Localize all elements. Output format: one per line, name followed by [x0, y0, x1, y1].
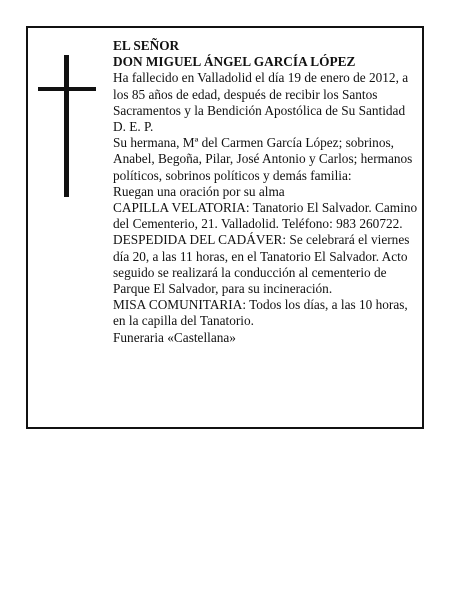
rip-line: D. E. P. [113, 119, 154, 135]
mass-info: MISA COMUNITARIA: Todos los días, a las 10 horas, en la capilla del Tanatorio. [113, 297, 408, 329]
deceased-title: EL SEÑOR [113, 38, 180, 53]
funeral-home: Funeraria «Castellana» [113, 329, 236, 345]
chapel-info: CAPILLA VELATORIA: Tanatorio El Salvador. Camino del Cementerio, 21. Valladolid. Teléfono: 983 260722. [113, 200, 418, 232]
farewell-info: DESPEDIDA DEL CADÁVER: Se celebrará el viernes día 20, a las 11 horas, en el Tanatorio El Salvador. Acto seguido se realizará la conducción al cementerio de Parque El Salvador, para su incineración. [113, 232, 410, 297]
cross-horizontal-bar [38, 87, 96, 91]
family-list: Su hermana, Mª del Carmen García López; sobrinos, Anabel, Begoña, Pilar, José Antonio y Carlos; hermanos políticos, sobrinos políticos y demás familia: [113, 135, 413, 183]
obituary-text [113, 38, 421, 346]
cross-vertical-bar [64, 55, 69, 197]
death-announcement: Ha fallecido en Valladolid el día 19 de enero de 2012, a los 85 años de edad, después de recibir los Santos Sacramentos y la Bendición Apostólica de Su Santidad [113, 70, 409, 118]
deceased-name: DON MIGUEL ÁNGEL GARCÍA LÓPEZ [113, 54, 356, 70]
cross-icon [38, 55, 96, 197]
prayer-request: Ruegan una oración por su alma [113, 183, 285, 199]
